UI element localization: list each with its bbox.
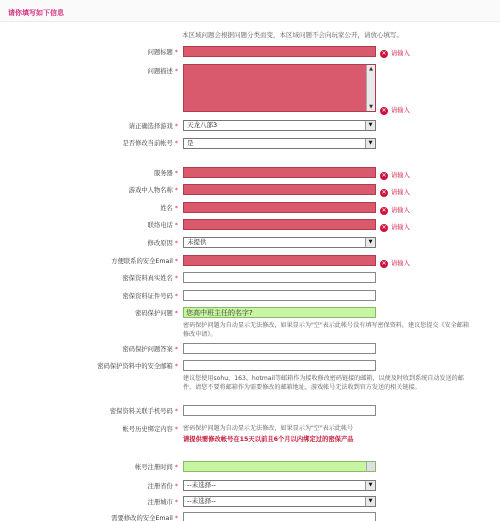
security-email-hint: 建议您使用sohu、163、hotmail等邮箱作为接收修改密码链接的邮箱，以便及时收到系统自动发送的邮件，请您不要将邮箱作为需要修改的邮箱地址，游戏帐号无法收到官方发送的相关链接。 [183, 375, 464, 391]
chevron-down-icon: ▼ [365, 139, 375, 148]
reason-label: 修改原因 * [147, 240, 178, 247]
calendar-icon[interactable] [366, 462, 375, 471]
chevron-down-icon: ▼ [365, 121, 375, 130]
game-label: 请正确选择游戏 * [128, 123, 178, 130]
security-question-field: 您高中班主任的名字? [183, 307, 376, 318]
chevron-down-icon: ▼ [365, 238, 375, 247]
modify-account-label: 是否修改当前帐号 * [122, 140, 178, 147]
error-icon: ✕ [381, 207, 387, 214]
error-icon: ✕ [381, 50, 387, 57]
linked-phone-input[interactable] [183, 405, 376, 416]
register-time-label: 帐号注册时间 * [135, 464, 178, 471]
scroll-down-icon[interactable]: ▼ [369, 104, 373, 110]
security-email-label: 密码保护资料中的安全邮箱 * [97, 363, 178, 370]
char-name-label: 游戏中人物名称 * [128, 187, 178, 194]
question-desc-textarea[interactable] [183, 64, 376, 112]
email-input[interactable] [183, 255, 376, 266]
register-city-select[interactable]: --未选择-- ▼ [183, 496, 376, 507]
real-name-input[interactable] [183, 272, 376, 283]
form-header [0, 0, 500, 22]
error-icon: ✕ [381, 224, 387, 231]
question-title-input[interactable] [183, 46, 376, 57]
register-city-label: 注册城市 * [147, 499, 178, 506]
phone-input[interactable] [183, 219, 376, 230]
modify-email-input[interactable] [183, 512, 376, 521]
scroll-up-icon[interactable]: ▲ [369, 66, 373, 72]
security-question-label: 密码保护问题 * [135, 310, 178, 317]
id-number-label: 密保资料证件号码 * [122, 293, 178, 300]
char-name-error: ✕ 请输入 [381, 189, 410, 196]
game-select[interactable]: 天龙八部3 ▼ [183, 120, 376, 131]
name-input[interactable] [183, 202, 376, 213]
error-icon: ✕ [381, 107, 387, 114]
email-error: ✕ 请输入 [381, 260, 410, 267]
register-province-select[interactable]: --未选择-- ▼ [183, 480, 376, 491]
modify-email-label: 需要修改的安全Email * [111, 515, 178, 521]
chevron-down-icon: ▼ [365, 481, 375, 490]
phone-label: 联络电话 * [147, 222, 178, 229]
account-binding-hint: 密码保护问题为自动显示无法修改，如果显示为"空"表示此帐号 [183, 425, 354, 432]
form-title: 请你填写如下信息 [8, 9, 64, 17]
server-label: 服务器 * [153, 170, 178, 177]
name-label: 姓名 * [160, 205, 178, 212]
reason-select[interactable]: 未提供 ▼ [183, 237, 376, 248]
error-icon: ✕ [381, 172, 387, 179]
modify-account-select[interactable]: 是 ▼ [183, 138, 376, 149]
textarea-scrollbar[interactable] [366, 65, 375, 111]
phone-error: ✕ 请输入 [381, 224, 410, 231]
account-binding-label: 帐号历史绑定内容 * [122, 426, 178, 433]
real-name-label: 密保资料真实姓名 * [122, 275, 178, 282]
id-number-input[interactable] [183, 290, 376, 301]
name-error: ✕ 请输入 [381, 207, 410, 214]
register-province-label: 注册省份 * [147, 483, 178, 490]
security-answer-label: 密码保护问题答案 * [122, 346, 178, 353]
account-binding-warning: 请提供需修改帐号在15天以前且6个月以内绑定过的密保产品 [183, 436, 354, 443]
linked-phone-label: 密保资料关联手机号码 * [109, 408, 178, 415]
chevron-down-icon: ▼ [365, 497, 375, 506]
security-answer-input[interactable] [183, 343, 376, 354]
question-title-label: 问题标题 * [147, 49, 178, 56]
register-time-input[interactable] [183, 461, 376, 472]
security-email-input[interactable] [183, 360, 376, 371]
question-desc-error: ✕ 请输入 [381, 107, 410, 114]
email-label: 方便联系的安全Email * [111, 258, 178, 265]
question-title-error: ✕ 请输入 [381, 50, 410, 57]
server-error: ✕ 请输入 [381, 172, 410, 179]
security-question-hint: 密码保护问题为自动显示无法修改，如果显示为"空"表示此帐号没有填写密保资料，建议您提交《安全邮箱修改申请》。 [183, 322, 469, 338]
char-name-input[interactable] [183, 184, 376, 195]
question-desc-label: 问题描述 * [147, 68, 178, 75]
error-icon: ✕ [381, 260, 387, 267]
server-input[interactable] [183, 167, 376, 178]
intro-text: 本区域问题会根据问题分类而变，本区域问题不会向玩家公开，请放心填写。 [182, 31, 403, 39]
error-icon: ✕ [381, 189, 387, 196]
